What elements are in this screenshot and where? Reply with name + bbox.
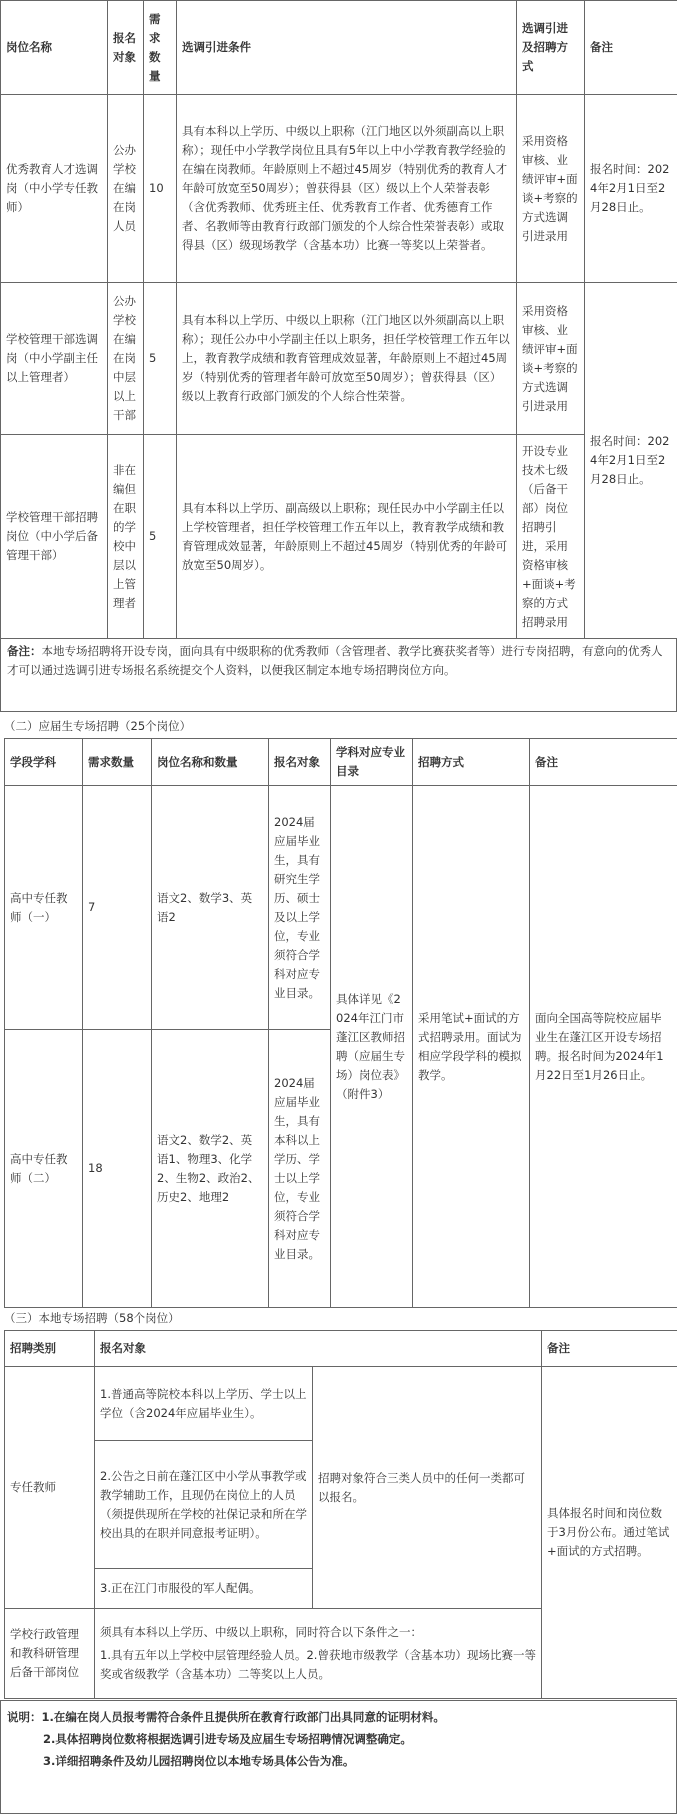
header-cell: 学科对应专业目录 (331, 739, 413, 786)
count: 5 (144, 435, 177, 639)
position-name: 学校管理干部招聘岗位（中小学后备管理干部） (1, 435, 108, 639)
table-header-row (1, 1, 677, 95)
count: 7 (83, 786, 152, 1030)
target: 公办学校在编在岗人员 (108, 95, 144, 283)
note-label: 备注： (7, 644, 42, 658)
section-2-title: （二）应届生专场招聘（25个岗位） (4, 719, 192, 733)
header-cell: 岗位名称和数量 (152, 739, 269, 786)
count: 10 (144, 95, 177, 283)
catalog: 具体详见《2024年江门市蓬江区教师招聘（应届生专场）岗位表》（附件3） (331, 786, 413, 1308)
header-cell: 岗位名称 (1, 1, 108, 95)
table-row (1, 95, 677, 283)
bottom-note-line: 2.具体招聘岗位数将根据选调引进专场及应届生专场招聘情况调整确定。 (43, 1732, 412, 1746)
position-name: 优秀教育人才选调岗（中小学专任教师） (1, 95, 108, 283)
table-row (5, 786, 677, 1030)
count: 18 (83, 1030, 152, 1308)
table-header-row (5, 1331, 677, 1367)
header-cell: 选调引进及招聘方式 (517, 1, 585, 95)
header-cell: 招聘类别 (5, 1331, 95, 1367)
positions: 语文2、数学2、英语1、物理3、化学2、生物2、政治2、历史2、地理2 (152, 1030, 269, 1308)
subject: 高中专任教师（一） (5, 786, 83, 1030)
note-text: 本地专场招聘将开设专岗，面向具有中级职称的优秀教师（含管理者、教学比赛获奖者等）进行专岗招聘，有意向的优秀人才可以通过选调引进专场报名系统提交个人资料，以便我区制定本地专场招聘岗位方向。 (7, 644, 663, 677)
header-cell: 需求数量 (83, 739, 152, 786)
conditions: 具有本科以上学历、中级以上职称（江门地区以外须副高以上职称）；现任中小学教学岗位且具有5年以上中小学教育教学经验的在编在岗教师。年龄原则上不超过45周岁（特别优秀的教育人才年龄可放宽至50周岁）；曾获得县（区）级以上个人荣誉表彰（含优秀教师、优秀班主任、优秀教育工作者、优秀德育工作者、名教师等由教育行政部门颁发的个人综合性荣誉表彰）或取得县（区）级现场教学（含基本功）比赛一等奖以上荣誉者。 (177, 95, 517, 283)
target: 2024届应届毕业生，具有本科以上学历、学士以上学位，专业须符合学科对应专业目录。 (269, 1030, 331, 1308)
table-local (4, 1330, 677, 1699)
table-graduates (4, 738, 677, 1308)
subject: 高中专任教师（二） (5, 1030, 83, 1308)
header-cell: 备注 (530, 739, 677, 786)
cat2-line: 须具有本科以上学历、中级以上职称，同时符合以下条件之一： (100, 1625, 422, 1639)
conditions: 具有本科以上学历、中级以上职称（江门地区以外须副高以上职称）；现任公办中小学副主任以上职务，担任学校管理工作五年以上，教育教学成绩和教育管理成效显著，年龄原则上不超过45周岁（特别优秀的管理者年龄可放宽至50周岁）；曾获得县（区）级以上教育行政部门颁发的个人综合性荣誉。 (177, 283, 517, 435)
header-cell: 备注 (585, 1, 677, 95)
table-selection (0, 0, 677, 639)
section-3-title: （三）本地专场招聘（58个岗位） (4, 1311, 180, 1325)
target-item (95, 1609, 542, 1699)
method: 开设专业技术七级（后备干部）岗位招聘引进，采用资格审核+面谈+考察的方式招聘录用 (517, 435, 585, 639)
position-name: 学校管理干部选调岗（中小学副主任以上管理者） (1, 283, 108, 435)
category: 学校行政管理和教科研管理后备干部岗位 (5, 1609, 95, 1699)
conditions: 具有本科以上学历、副高级以上职称；现任民办中小学副主任以上学校管理者，担任学校管理工作五年以上，教育教学成绩和教育管理成效显著，年龄原则上不超过45周岁（特别优秀的年龄可放宽至50周岁）。 (177, 435, 517, 639)
header-cell: 需求数量 (144, 1, 177, 95)
table-row (5, 1367, 677, 1441)
header-cell: 备注 (542, 1331, 677, 1367)
header-cell: 选调引进条件 (177, 1, 517, 95)
table-row (1, 283, 677, 435)
bottom-notes (0, 1700, 677, 1814)
header-cell: 报名对象 (95, 1331, 542, 1367)
target-item: 1.普通高等院校本科以上学历、学士以上学位（含2024年应届毕业生）。 (95, 1367, 313, 1441)
method: 采用资格审核、业绩评审+面谈+考察的方式选调引进录用 (517, 283, 585, 435)
target-item: 3.正在江门市服役的军人配偶。 (95, 1569, 313, 1609)
any-one-note: 招聘对象符合三类人员中的任何一类都可以报名。 (313, 1367, 542, 1609)
table-row (1, 435, 677, 639)
remark: 报名时间：2024年2月1日至2月28日止。 (585, 283, 677, 639)
positions: 语文2、数学3、英语2 (152, 786, 269, 1030)
target: 非在编但在职的学校中层以上管理者 (108, 435, 144, 639)
header-cell: 报名对象 (108, 1, 144, 95)
cat2-line: 1.具有五年以上学校中层管理经验人员。2.曾获地市级教学（含基本功）现场比赛一等奖或省级教学（含基本功）二等奖以上人员。 (100, 1648, 536, 1681)
category: 专任教师 (5, 1367, 95, 1609)
target: 2024届应届毕业生，具有研究生学历、硕士及以上学位，专业须符合学科对应专业目录。 (269, 786, 331, 1030)
method: 采用笔试+面试的方式招聘录用。面试为相应学段学科的模拟教学。 (413, 786, 530, 1308)
method: 采用资格审核、业绩评审+面谈+考察的方式选调引进录用 (517, 95, 585, 283)
target-item: 2.公告之日前在蓬江区中小学从事教学或教学辅助工作，且现仍在岗位上的人员（须提供现所在学校的社保记录和所在学校出具的在职并同意报考证明）。 (95, 1441, 313, 1569)
header-cell: 学段学科 (5, 739, 83, 786)
header-cell: 招聘方式 (413, 739, 530, 786)
table-header-row (5, 739, 677, 786)
bottom-note-line: 说明：1.在编在岗人员报考需符合条件且提供所在教育行政部门出具同意的证明材料。 (7, 1710, 445, 1724)
header-cell: 报名对象 (269, 739, 331, 786)
bottom-note-line: 3.详细招聘条件及幼儿园招聘岗位以本地专场具体公告为准。 (43, 1754, 355, 1768)
remark: 面向全国高等院校应届毕业生在蓬江区开设专场招聘。报名时间为2024年1月22日至1月26日止。 (530, 786, 677, 1308)
count: 5 (144, 283, 177, 435)
table1-note (0, 638, 677, 712)
target: 公办学校在编在岗中层以上干部 (108, 283, 144, 435)
remark: 具体报名时间和岗位数于3月份公布。通过笔试+面试的方式招聘。 (542, 1367, 677, 1699)
remark: 报名时间：2024年2月1日至2月28日止。 (585, 95, 677, 283)
